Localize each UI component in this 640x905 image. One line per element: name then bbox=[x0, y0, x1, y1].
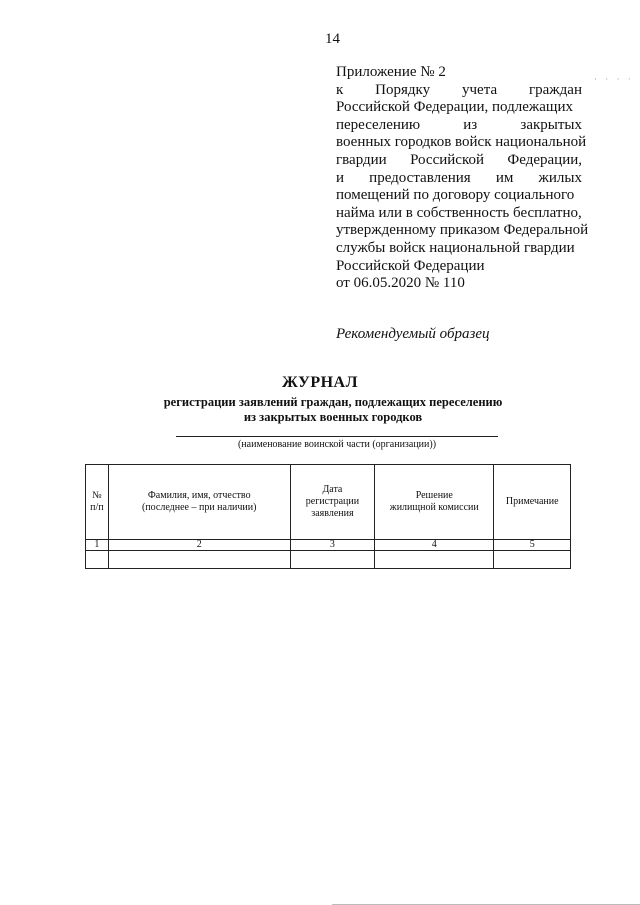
appendix-word: гвардии bbox=[336, 151, 387, 168]
appendix-line bbox=[336, 170, 582, 188]
appendix-line bbox=[336, 82, 582, 100]
table-cell bbox=[494, 551, 571, 569]
header-number bbox=[86, 465, 109, 540]
journal-subtitle bbox=[0, 395, 640, 425]
appendix-word: жилых bbox=[538, 169, 582, 186]
header-full-name bbox=[108, 465, 290, 540]
header-registration-date bbox=[290, 465, 374, 540]
header-commission-decision bbox=[375, 465, 494, 540]
header-note bbox=[494, 465, 571, 540]
scan-artifact: · · · · bbox=[594, 74, 634, 84]
appendix-word: им bbox=[495, 169, 514, 186]
column-number: 3 bbox=[290, 540, 374, 551]
appendix-line bbox=[336, 222, 589, 240]
header-text-line: Дата bbox=[322, 484, 343, 495]
page-number: 14 bbox=[325, 31, 340, 47]
sample-label: Рекомендуемый образец bbox=[336, 326, 490, 342]
appendix-word: утвержденному приказом Федеральной bbox=[336, 222, 589, 239]
appendix-block bbox=[336, 64, 589, 293]
header-text-line: Решение bbox=[415, 490, 453, 501]
header-text-line: № bbox=[92, 490, 102, 501]
appendix-word: Российской bbox=[410, 151, 485, 168]
unit-name-caption: (наименование воинской части (организации)) bbox=[237, 439, 437, 450]
appendix-word: помещений по договору социального bbox=[336, 187, 575, 204]
header-text-line: Примечание bbox=[505, 496, 559, 507]
table-cell bbox=[290, 551, 374, 569]
appendix-word: закрытых bbox=[520, 116, 582, 133]
appendix-word: Приложение № 2 bbox=[336, 64, 446, 80]
header-text-line: заявления bbox=[311, 508, 354, 519]
appendix-line bbox=[336, 240, 582, 258]
column-number: 2 bbox=[108, 540, 290, 551]
header-text-line: регистрации bbox=[305, 496, 360, 507]
appendix-word: Российской Федерации, подлежащих bbox=[336, 99, 573, 116]
appendix-word: из bbox=[463, 116, 478, 133]
appendix-word: предоставления bbox=[369, 169, 471, 186]
header-text-line: Фамилия, имя, отчество bbox=[147, 490, 251, 501]
column-number: 5 bbox=[494, 540, 571, 551]
header-text-line: (последнее – при наличии) bbox=[142, 502, 257, 513]
table-column-numbers-row bbox=[86, 540, 571, 551]
appendix-word: Федерации, bbox=[507, 151, 582, 168]
appendix-word: граждан bbox=[528, 81, 582, 98]
journal-subtitle-line-1: регистрации заявлений граждан, подлежащих переселению bbox=[163, 395, 503, 409]
header-text-line: жилищной комиссии bbox=[389, 502, 479, 513]
appendix-line bbox=[336, 275, 582, 293]
column-number: 4 bbox=[375, 540, 494, 551]
appendix-word: найма или в собственность бесплатно, bbox=[336, 204, 582, 221]
journal-title: ЖУРНАЛ bbox=[281, 374, 359, 391]
appendix-line bbox=[336, 134, 587, 152]
appendix-word: от 06.05.2020 № 110 bbox=[336, 275, 465, 292]
appendix-line bbox=[336, 258, 582, 276]
appendix-word: службы войск национальной гвардии bbox=[336, 239, 575, 256]
header-text-line: п/п bbox=[90, 502, 104, 513]
journal-subtitle-line-2: из закрытых военных городков bbox=[243, 410, 423, 424]
journal-table bbox=[85, 464, 571, 569]
table-row bbox=[86, 551, 571, 569]
appendix-word: к bbox=[336, 81, 344, 98]
unit-name-line bbox=[176, 436, 498, 437]
appendix-line bbox=[336, 117, 582, 135]
appendix-word: военных городков войск национальной bbox=[336, 134, 587, 151]
appendix-word: переселению bbox=[336, 116, 421, 133]
appendix-line bbox=[336, 205, 582, 223]
appendix-word: Российской Федерации bbox=[336, 257, 485, 274]
table-header-row bbox=[86, 465, 571, 540]
appendix-word: и bbox=[336, 169, 345, 186]
appendix-line bbox=[336, 99, 582, 117]
appendix-line bbox=[336, 152, 582, 170]
table-cell bbox=[375, 551, 494, 569]
table-cell bbox=[108, 551, 290, 569]
appendix-line bbox=[336, 64, 582, 82]
column-number: 1 bbox=[86, 540, 109, 551]
appendix-word: Порядку bbox=[375, 81, 431, 98]
table-cell bbox=[86, 551, 109, 569]
appendix-word: учета bbox=[462, 81, 498, 98]
appendix-line bbox=[336, 187, 582, 205]
